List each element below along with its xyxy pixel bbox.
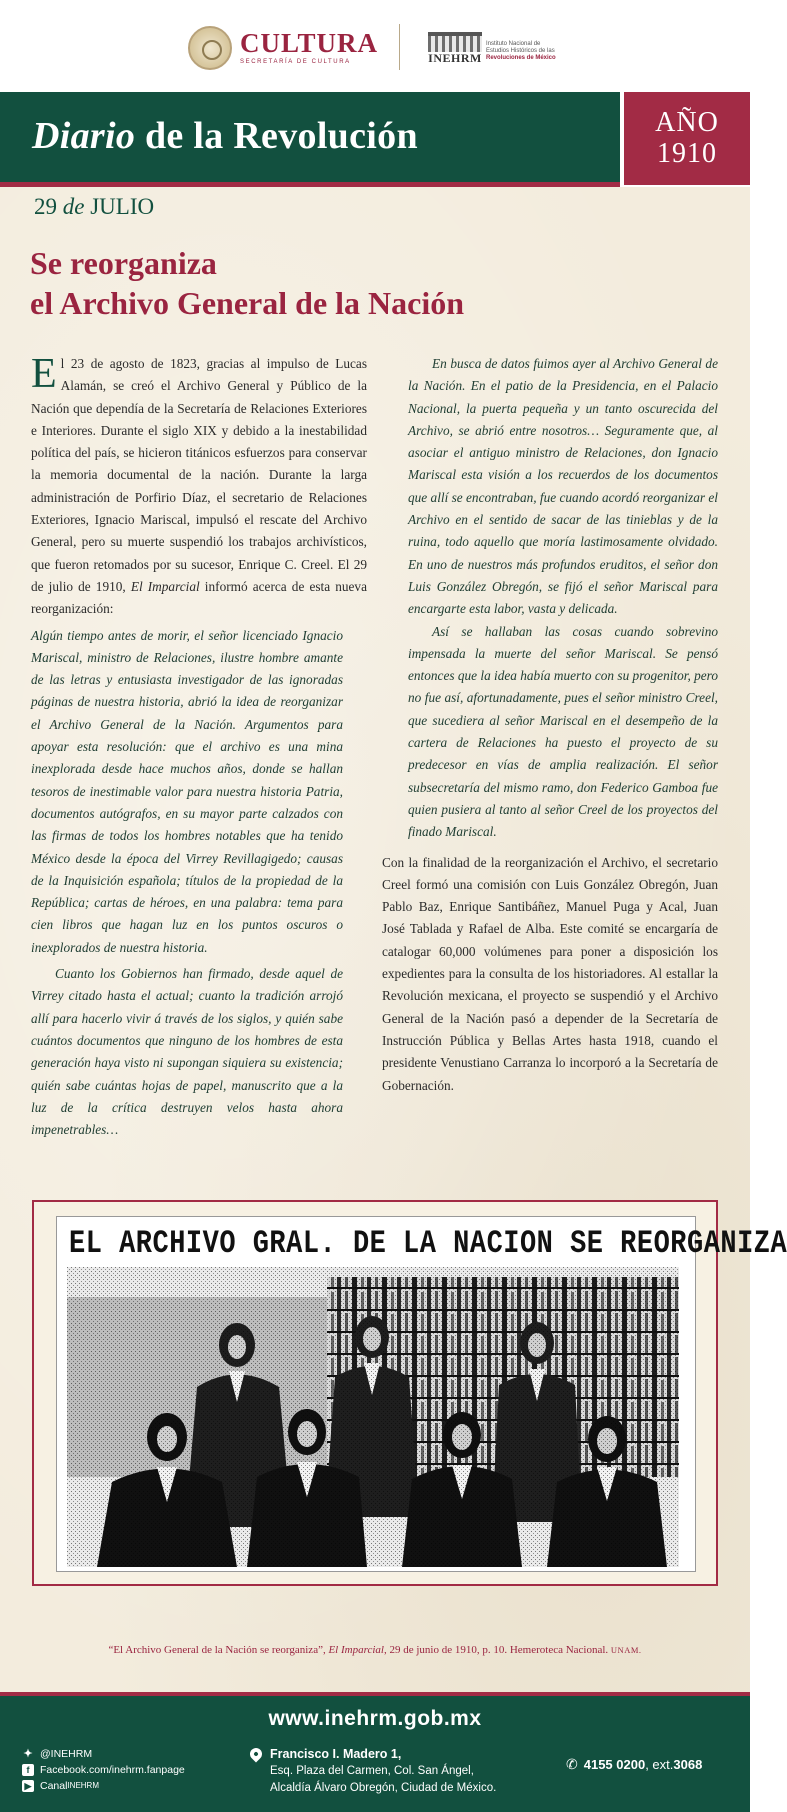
youtube-icon: ▶ xyxy=(22,1780,34,1792)
quote-paragraph: Cuanto los Gobiernos han firmado, desde aquel de Virrey citado hasta el actual; cuanto la tradición arrojó allí para hacerlo vivir á través de los siglos, y quién sabe cuántos documentos que ninguno de los hombres de esta generación haya visto ni supongan siquiera su existencia; quién sabe cuántas hojas de papel, manuscrito que a la luz de la crítica destruyen velos hasta ahora impenetrables… xyxy=(31,966,343,1138)
intro-paragraph xyxy=(31,353,367,621)
date-month: JULIO xyxy=(90,194,155,219)
logo-divider xyxy=(399,24,400,70)
caption-quote: “El Archivo General de la Nación se reorganiza”, xyxy=(108,1644,329,1656)
mexico-seal-icon xyxy=(188,26,232,70)
caption-rest: , 29 de junio de 1910, p. 10. Hemeroteca Nacional. xyxy=(383,1644,611,1656)
website-link[interactable]: www.inehrm.gob.mx xyxy=(268,1707,482,1730)
inehrm-description xyxy=(486,41,556,65)
right-column xyxy=(382,353,718,1097)
facebook-icon: f xyxy=(22,1764,34,1776)
drop-cap: E xyxy=(31,351,57,397)
cultura-logo[interactable] xyxy=(188,26,378,70)
caption-source: El Imparcial xyxy=(328,1644,384,1656)
inehrm-logo[interactable] xyxy=(428,29,556,65)
facebook-link[interactable] xyxy=(22,1762,185,1778)
inehrm-desc-line: Revoluciones de México xyxy=(486,55,556,61)
inehrm-desc-line: Estudios Históricos de las xyxy=(486,48,555,54)
social-links xyxy=(22,1746,185,1794)
year-value: 1910 xyxy=(657,138,717,169)
year-label: AÑO xyxy=(655,107,719,138)
footer-accent-line xyxy=(0,1692,750,1696)
caption-unam: UNAM. xyxy=(610,1645,642,1655)
address-line: Alcaldía Álvaro Obregón, Ciudad de México. xyxy=(270,1782,497,1794)
photo-headline: EL ARCHIVO GRAL. DE LA NACION SE REORGANIZA xyxy=(69,1227,787,1263)
quote-paragraph: En busca de datos fuimos ayer al Archivo General de la Nación. En el patio de la Presidencia, en el Palacio Nacional, la puerta pequeña y un tanto oscurecida del Archivo, se abrió entre nosotros… Seguramente que, al asociar el antiguo ministro de Relaciones, don Ignacio Mariscal esta visión a los recuerdos de los documentos que allí se encontraban, fue cuando acordó reorganizar el Archivo en el sentido de sacar de las tinieblas y de la ruina, todo aquello que moría lastimosamente olvidado. En uno de nuestros más profundos eruditos, el señor don Luis González Obregón, se fijó el señor Mariscal para encargarte esta labor, vasta y delicada. xyxy=(408,356,718,617)
facebook-url: Facebook.com/inehrm.fanpage xyxy=(40,1764,185,1776)
logo-bar xyxy=(0,0,750,92)
inehrm-building-icon xyxy=(428,32,482,52)
address-line: Esq. Plaza del Carmen, Col. San Ángel, xyxy=(270,1765,474,1777)
cultura-subtitle: SECRETARÍA DE CULTURA xyxy=(240,59,351,65)
left-column xyxy=(31,353,367,1141)
photo-frame xyxy=(32,1200,787,1586)
youtube-link[interactable] xyxy=(22,1778,185,1794)
banner-title xyxy=(32,114,418,158)
date-day: 29 xyxy=(34,194,57,219)
twitter-icon: ✦ xyxy=(23,1748,33,1760)
quote-paragraph: Algún tiempo antes de morir, el señor licenciado Ignacio Mariscal, ministro de Relaciones, ilustre hombre amante de las letras y entusiasta investigador de las ignoradas páginas de nuestra historia, abrió la idea de reorganizar el Archivo General de la Nación. Argumentos para apoyar esta resolución: que el archivo es una mina inexplorada desde hace muchos años, donde se hallan tesoros de inestimable valor para nuestra historia Patria, documentos autógrafos, en su mayor parte calzados con las firmas de todos los hombres notables que ha tenido México desde la época del Virrey Revillagigedo; causas de la Inquisición española; títulos de la propiedad de la República; cartas de héroes, en una palabra: tema para cien libros que hagan luz en los puntos oscuros o inexplorados de nuestra historia. xyxy=(31,627,343,955)
intro-text-end: informó acerca de esta nueva reorganización: xyxy=(31,578,367,617)
article-date xyxy=(34,192,154,222)
address-street: Francisco I. Madero 1, xyxy=(270,1747,402,1761)
intro-text: l 23 de agosto de 1823, gracias al impulso de Lucas Alamán, se creó el Archivo General y Público de la Nación que dependía de la Secretaría de Relaciones Exteriores e Interiores. Durante el siglo XIX y debido a la inestabilidad política del país, se hicieron titánicos esfuerzos para conservar la memoria documental de la nación. Durante la larga administración de Porfirio Díaz, el secretario de Relaciones Exteriores, Ignacio Mariscal, impulsó el rescate del Archivo General, pero su muerte suspendió los trabajos archivísticos, que fueron retomados por su sucesor, Enrique C. Creel. El 29 de julio de 1910, xyxy=(31,356,367,594)
closing-paragraph: Con la finalidad de la reorganización el Archivo, el secretario Creel formó una comisión con Luis González Obregón, Juan Pablo Baz, Enrique Santibáñez, Manuel Puga y Acal, Juan José Tablada y Rafael de Alba. Este comité se encargaría de catalogar 60,000 volúmenes para poner a disposición los expedientes para la consulta de los historiadores. Al estallar la Revolución mexicana, el proyecto se suspendió y el Archivo General de la Nación pasó a depender de la Secretaría de Instrucción Pública y Bellas Artes hasta 1918, cuando el presidente Venustiano Carranza lo incorporó a la Secretaría de Gobernación. xyxy=(382,854,718,1093)
photo-caption xyxy=(32,1643,718,1657)
cultura-brand: CULTURA xyxy=(240,28,379,58)
footer xyxy=(0,1692,750,1812)
youtube-label: Canal xyxy=(40,1780,68,1792)
title-line: el Archivo General de la Nación xyxy=(30,285,465,321)
date-de: de xyxy=(62,194,85,219)
archive-staff-photo xyxy=(67,1267,679,1567)
inehrm-brand: INEHRM xyxy=(428,51,482,65)
newspaper-photo xyxy=(56,1216,787,1572)
inehrm-desc-line: Instituto Nacional de xyxy=(486,41,541,47)
phone-icon: ✆ xyxy=(566,1756,578,1772)
phone-ext-label: , ext. xyxy=(645,1757,674,1772)
article-body xyxy=(0,187,787,1692)
phone-number: 4155 0200 xyxy=(583,1757,646,1772)
twitter-handle: @INEHRM xyxy=(40,1748,93,1760)
intro-source: El Imparcial xyxy=(130,578,200,594)
year-box xyxy=(624,92,750,185)
phone-ext-number: 3068 xyxy=(673,1757,703,1772)
photo-margin-text xyxy=(679,1225,693,1565)
banner-title-italic: Diario xyxy=(32,115,136,157)
banner xyxy=(0,92,620,182)
article-title xyxy=(30,243,670,323)
title-line: Se reorganiza xyxy=(30,245,217,281)
youtube-name: INEHRM xyxy=(67,1781,99,1790)
banner-title-rest: de la Revolución xyxy=(135,115,418,157)
quote-paragraph: Así se hallaban las cosas cuando sobrevino impensada la muerte del señor Mariscal. Se pensó entonces que la idea había muerto con su progenitor, pero no fue así, afortunadamente, pues el señor ministro Creel, que sucediera al señor Mariscal en el desempeño de la cartera de Relaciones ha puesto el proyecto de su predecesor en vías de amplia realización. El señor subsecretaría del mismo ramo, don Federico Gamboa fue quien pusiera al tanto al señor Creel de los proyectos del finado Mariscal. xyxy=(408,623,718,840)
twitter-link[interactable] xyxy=(22,1746,185,1762)
location-pin-icon xyxy=(248,1746,265,1763)
phone-contact[interactable] xyxy=(566,1756,702,1773)
address xyxy=(270,1746,496,1797)
